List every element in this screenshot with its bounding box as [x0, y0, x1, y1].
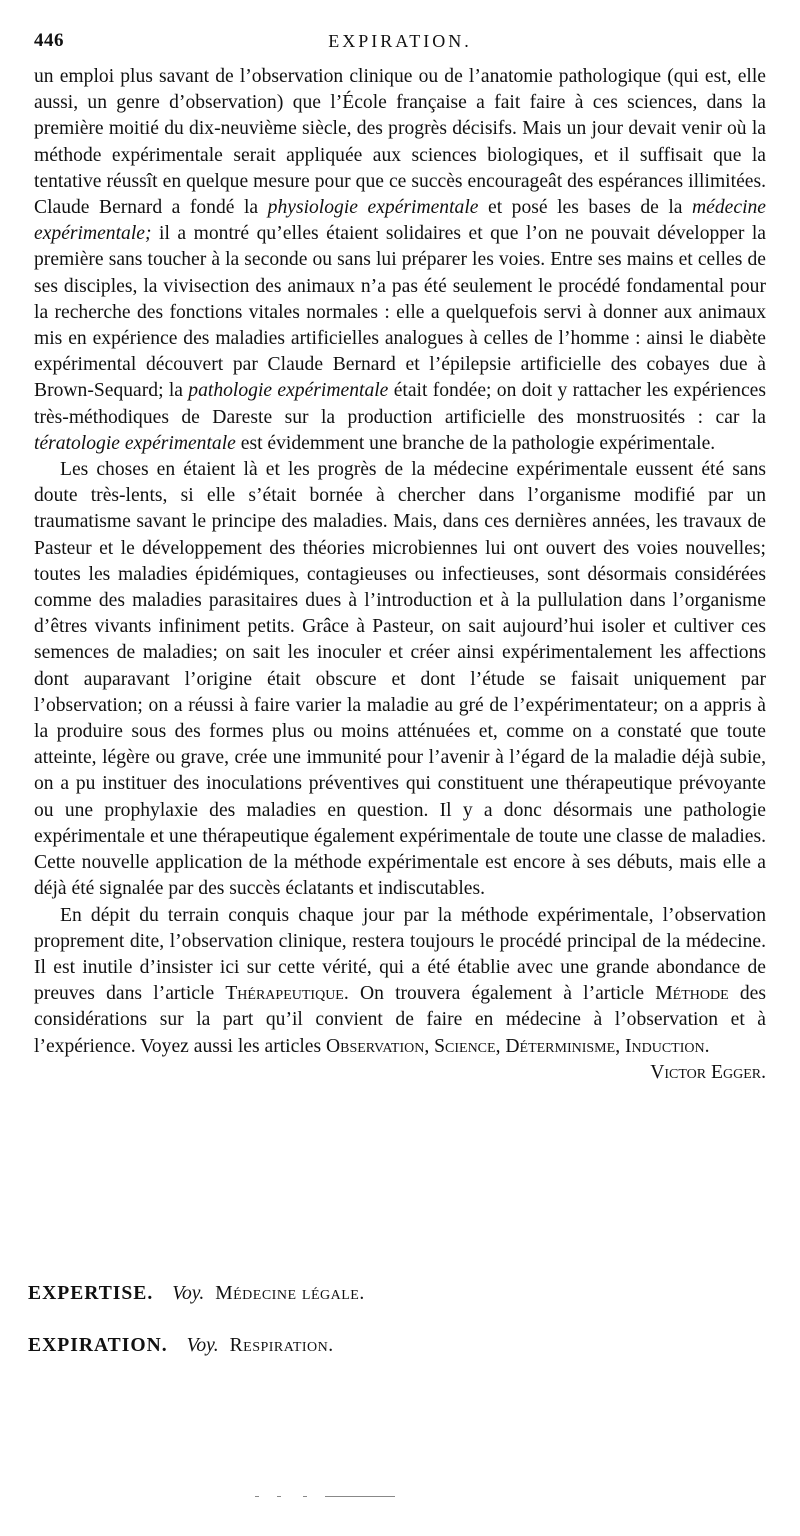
article-reference: Science — [434, 1035, 496, 1057]
article-body — [34, 64, 767, 1083]
article-reference: Induction — [624, 1035, 705, 1057]
article-reference: Déterminisme — [505, 1035, 616, 1057]
entry-headword: EXPIRATION. — [28, 1335, 168, 1356]
entry-headword: EXPERTISE. — [28, 1283, 154, 1304]
author-signature: Victor Egger. — [650, 1061, 766, 1083]
italic-term: médecine expérimentale; — [34, 197, 767, 245]
entry-see-label: Voy. — [186, 1335, 219, 1356]
article-reference: Méthode — [655, 983, 729, 1005]
paragraph: Les choses en étaient là et les progrès de la médecine expérimentale eussent été sans doute très-lents, si elle s’était bornée à chercher dans l’organisme modifié par un traumatisme savant le principe des maladies. Mais, dans ces dernières années, les travaux de Pasteur et le développement des théories microbiennes lui ont ouvert des voies nouvelles; toutes les maladies épidémiques, contagieuses ou infectieuses, sont désormais considérées comme des maladies parasitaires dues à l’introduction et à la pullulation dans l’organisme d’êtres vivants infiniment petits. Grâce à Pasteur, on sait aujourd’hui isoler et cultiver ces semences de maladies; on sait les inoculer et créer ainsi expérimentalement les affections dont auparavant l’origine était obscure et dont l’étude se faisait uniquement par l’observation; on a réussi à faire varier la maladie au gré de l’expérimentateur; on a appris à la produire sous des formes plus ou moins atténuées et, comme on a constaté que toute atteinte, légère ou grave, crée une immunité pour l’avenir à l’égard de la maladie déjà subie, on a pu instituer des inoculations préventives qui constituent une thérapeutique prévoyante ou une prophylaxie des maladies en question. Il y a donc désormais une pathologie expérimentale et une thérapeutique également expérimentale de toute une classe de maladies. Cette nouvelle application de la méthode expérimentale est encore à ses débuts, mais elle a déjà été signalée par des succès éclatants et indiscutables. — [34, 459, 766, 900]
entry-cross-reference: Médecine légale. — [215, 1283, 365, 1304]
article-reference: Observation — [325, 1035, 425, 1057]
running-title: EXPIRATION. — [328, 31, 472, 51]
dictionary-entry — [28, 1281, 365, 1307]
paragraph: un emploi plus savant de l’observation clinique ou de l’anatomie pathologique (qui est, elle aussi, un genre d’observation) que l’École française a fait faire à ces sciences, dans la première moitié du dix-neuvième siècle, des progrès décisifs. Mais un jour devait venir où la méthode expérimentale serait appliquée aux sciences biologiques, et il suffisait que la tentative réussît en quelque mesure pour que ce succès encourageât des espérances illimitées. Claude Bernard a fondé la physiologie expérimentale et posé les bases de la médecine expérimentale; il a montré qu’elles étaient solidaires et que l’on ne pouvait développer la première sans toucher à la seconde ou sans lui préparer les voies. Entre ses mains et celles de ses disciples, la vivisection des animaux n’a pas été seulement le procédé fondamental pour la recherche des fonctions vitales normales : elle a quelquefois servi à donner aux animaux mis en expérience des maladies artificielles analogues à celles de l’homme : ainsi le diabète expérimental découvert par Claude Bernard et l’épilepsie artificielle des cobayes due à Brown-Sequard; la pathologie expérimentale était fondée; on doit y rattacher les expériences très-méthodiques de Dareste sur la production artificielle des monstruosités : car la tératologie expérimentale est évidemment une branche de la pathologie expérimentale. — [34, 66, 767, 454]
italic-term: tératologie expérimentale — [34, 432, 236, 454]
dictionary-entry — [28, 1333, 334, 1359]
italic-term: physiologie expérimentale — [267, 197, 479, 219]
entry-cross-reference: Respiration. — [229, 1335, 334, 1356]
footer-print-marks — [255, 1494, 405, 1500]
italic-term: pathologie expérimentale — [188, 380, 389, 402]
page-header — [34, 30, 766, 60]
paragraph: En dépit du terrain conquis chaque jour par la méthode expérimentale, l’observation proprement dite, l’observation clinique, restera toujours le procédé principal de la médecine. Il est inutile d’insister ici sur cette vérité, qui a été établie avec une grande abondance de preuves dans l’article Thérapeutique. On trouvera également à l’article Méthode des considérations sur la part qu’il convient de faire en médecine à l’observation et à l’expérience. Voyez aussi les articles Observation, Science, Déterminisme, Induction. Victor Egger. — [34, 903, 766, 1060]
article-reference: Thérapeutique — [225, 983, 344, 1005]
entry-see-label: Voy. — [172, 1283, 205, 1304]
page — [34, 30, 766, 1086]
page-number: 446 — [34, 30, 64, 51]
